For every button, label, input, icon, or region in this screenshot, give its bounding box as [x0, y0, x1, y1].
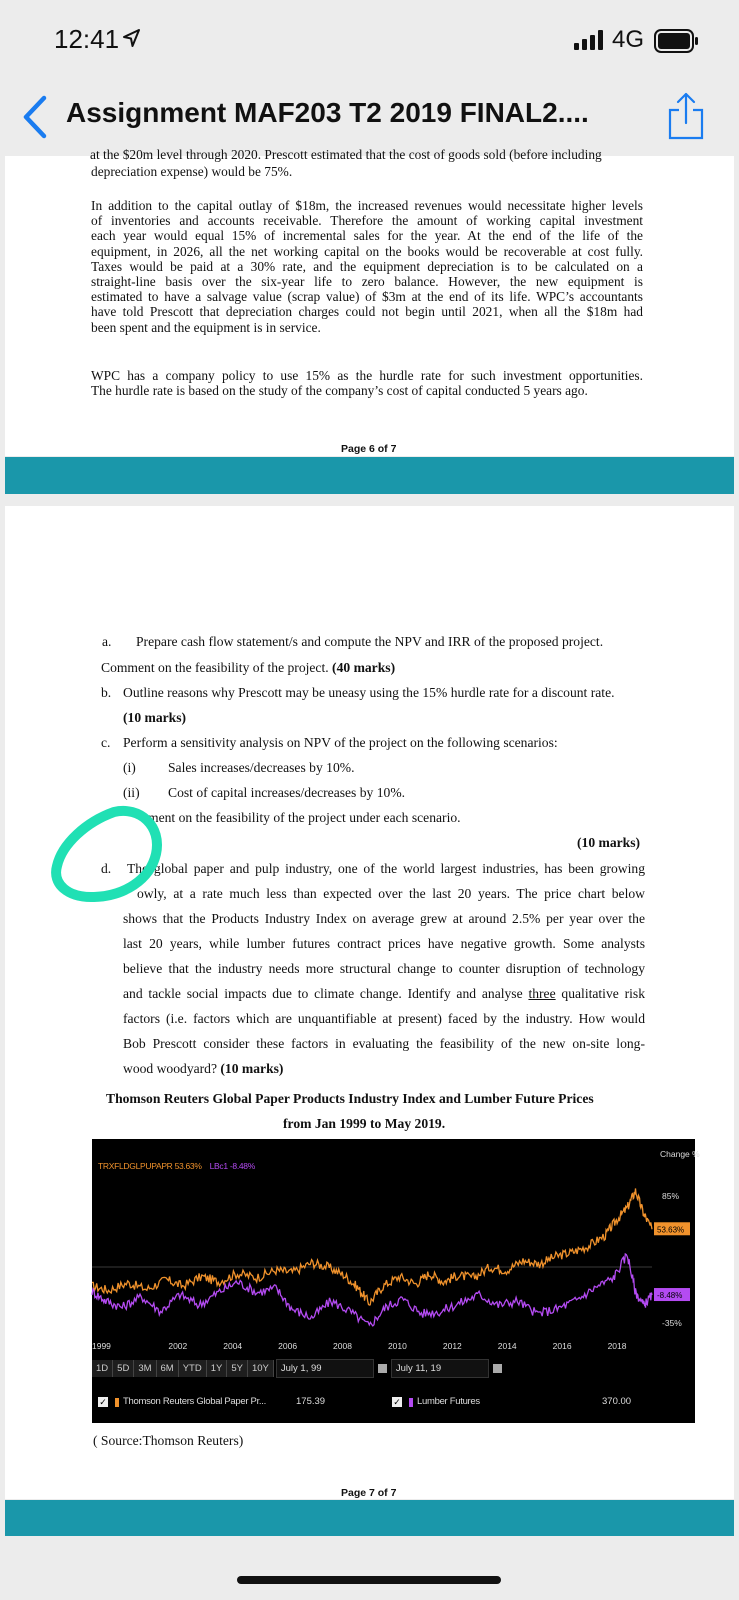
- checkbox[interactable]: ✓: [99, 1397, 107, 1407]
- question-c-line1: Perform a sensitivity analysis on NPV of the project on the following scenarios:: [123, 735, 558, 750]
- checkbox[interactable]: ✓: [393, 1397, 401, 1407]
- question-a-line2: Comment on the feasibility of the project. (40 marks): [101, 660, 396, 675]
- legend-right-value: 370.00: [602, 1396, 632, 1407]
- price-chart: [92, 1139, 700, 1423]
- paragraph-line: each year would equal 15% of incremental sales for the year. At the end of the life of the: [91, 228, 643, 244]
- question-d-line7: factors (i.e. factors which are unquantifiable at present) faced by the industry. How would: [123, 1011, 645, 1026]
- x-tick-label: 2010: [387, 1341, 407, 1351]
- date-from-field[interactable]: July 1, 99: [276, 1359, 374, 1378]
- x-tick-label: 2016: [552, 1341, 572, 1351]
- range-button-5d[interactable]: 5D: [113, 1360, 134, 1377]
- page-6-number: Page 6 of 7: [341, 443, 397, 455]
- cut-off-text-line: at the $20m level through 2020. Prescott estimated that the cost of goods sold (before including: [90, 147, 602, 162]
- document-title: Assignment MAF203 T2 2019 FINAL2....: [66, 97, 589, 128]
- page-7-number: Page 7 of 7: [341, 1487, 397, 1499]
- range-button-3m[interactable]: 3M: [134, 1360, 156, 1377]
- x-tick-label: 2014: [497, 1341, 517, 1351]
- chart-heading-line2: from Jan 1999 to May 2019.: [283, 1116, 446, 1131]
- question-c-i-label: (i): [123, 760, 136, 775]
- question-d-line4: last 20 years, while lumber futures contract prices have negative growth. Some analysts: [123, 936, 645, 951]
- x-tick-label: 2002: [168, 1341, 188, 1351]
- question-d-label: d.: [101, 861, 112, 876]
- paragraph-line: Taxes would be paid at a 30% rate, and the equipment depreciation is to be calculated on a: [91, 258, 643, 274]
- range-button-10y[interactable]: 10Y: [248, 1360, 274, 1377]
- range-button-1d[interactable]: 1D: [92, 1360, 113, 1377]
- paragraph-line: of inventories and accounts receivable. Therefore the amount of working capital investment: [91, 213, 643, 229]
- question-d-line2: owly, at a rate much less than expected over the last 20 years. The price chart below: [137, 886, 645, 901]
- status-time: 12:41: [54, 24, 120, 54]
- paragraph-line: equipment, in 2026, all the net working capital on the books would be recoverable at cost fully.: [91, 243, 643, 259]
- page-bottom-bar: [5, 1500, 734, 1536]
- y-tick-label: -35%: [662, 1318, 682, 1329]
- series-line-lbc1: [92, 1254, 652, 1326]
- chart-heading-line1: Thomson Reuters Global Paper Products Industry Index and Lumber Future Prices: [106, 1091, 594, 1106]
- question-c-i: Sales increases/decreases by 10%.: [168, 760, 355, 775]
- last-value-label: -8.48%: [657, 1291, 683, 1301]
- legend-right-name: Lumber Futures: [417, 1396, 480, 1407]
- series-color-swatch: [409, 1398, 413, 1407]
- legend-left-value: 175.39: [296, 1396, 326, 1407]
- calendar-icon[interactable]: [493, 1364, 502, 1373]
- question-a-label: a.: [102, 634, 112, 649]
- paragraph-line: straight-line basis over the six-year life to zero balance. However, the new equipment is: [91, 274, 643, 289]
- paragraph-line: The hurdle rate is based on the study of the company’s cost of capital conducted 5 years ago.: [91, 383, 588, 399]
- x-tick-label: 1999: [92, 1341, 111, 1351]
- page-separator-bar: [5, 457, 734, 494]
- range-button-ytd[interactable]: YTD: [179, 1360, 207, 1377]
- question-d-line8: Bob Prescott consider these factors in evaluating the feasibility of the new on-site long-: [123, 1036, 645, 1051]
- question-c-label: c.: [101, 735, 111, 750]
- paragraph-end: depreciation expense) would be 75%.: [91, 164, 293, 179]
- x-tick-label: 2012: [442, 1341, 462, 1351]
- question-d-line3: shows that the Products Industry Index on average grew at around 2.5% per year over the: [123, 911, 645, 926]
- highlight-circle-annotation: [48, 800, 168, 910]
- question-a-line1: Prepare cash flow statement/s and compute the NPV and IRR of the proposed project.: [136, 634, 604, 649]
- paragraph-line: WPC has a company policy to use 15% as the hurdle rate for such investment opportunities.: [91, 368, 643, 383]
- x-tick-label: 2006: [278, 1341, 298, 1351]
- paragraph-line: estimated to have a salvage value (scrap value) of $3m at the end of its life. WPC’s accountants: [91, 289, 643, 305]
- x-tick-label: 2008: [333, 1341, 352, 1351]
- y-tick-label: 85%: [662, 1191, 680, 1202]
- question-d-line9: wood woodyard? (10 marks): [123, 1061, 284, 1076]
- question-c-ii-label: (ii): [123, 785, 140, 800]
- paragraph-line: In addition to the capital outlay of $18m, the increased revenues would necessitate higher levels: [91, 198, 643, 213]
- date-to-field[interactable]: July 11, 19: [391, 1359, 489, 1378]
- signal-bars-icon: [574, 30, 608, 50]
- status-bar: [0, 0, 739, 82]
- question-b-line1: Outline reasons why Prescott may be uneasy using the 15% hurdle rate for a discount rate.: [123, 685, 615, 700]
- location-arrow-icon: [122, 28, 142, 48]
- question-d-line5: believe that the industry needs more structural change to counter disruption of technology: [123, 961, 645, 976]
- legend-left-name: Thomson Reuters Global Paper Pr...: [123, 1396, 266, 1407]
- question-c-ii: Cost of capital increases/decreases by 10%.: [168, 785, 406, 800]
- range-button-6m[interactable]: 6M: [157, 1360, 179, 1377]
- question-c-comment: ment on the feasibility of the project under each scenario.: [148, 810, 461, 825]
- share-icon[interactable]: [664, 92, 708, 140]
- legend-item: TRXFLDGLPUPAPR 53.63%: [98, 1161, 202, 1171]
- x-tick-label: 2004: [223, 1341, 243, 1351]
- x-tick-label: 2018: [607, 1341, 627, 1351]
- range-button-1y[interactable]: 1Y: [207, 1360, 228, 1377]
- last-value-label: 53.63%: [657, 1225, 685, 1235]
- price-chart-svg: [92, 1139, 700, 1423]
- back-chevron-icon[interactable]: [18, 94, 50, 140]
- series-color-swatch: [115, 1398, 119, 1407]
- y-axis-title: Change %: [660, 1149, 700, 1159]
- question-d-line1: The global paper and pulp industry, one of the world largest industries, has been growing: [127, 861, 645, 876]
- range-button-5y[interactable]: 5Y: [227, 1360, 248, 1377]
- home-indicator[interactable]: [237, 1576, 501, 1584]
- question-d-line6: and tackle social impacts due to climate change. Identify and analyse three qualitative risk: [123, 986, 645, 1001]
- network-type: 4G: [612, 26, 645, 53]
- calendar-icon[interactable]: [378, 1364, 387, 1373]
- battery-icon: [654, 29, 700, 53]
- question-b-label: b.: [101, 685, 112, 700]
- question-c-marks: (10 marks): [577, 835, 641, 850]
- paragraph-line: have told Prescott that depreciation charges could not begin until 2021, when all the $18m had: [91, 304, 643, 320]
- paragraph-line: been spent and the equipment is in service.: [91, 319, 321, 335]
- question-b-marks: (10 marks): [123, 710, 187, 725]
- legend-item: LBc1 -8.48%: [209, 1161, 255, 1171]
- chart-source: ( Source:Thomson Reuters): [93, 1433, 244, 1448]
- series-line-trxfldglpupapr: [92, 1188, 652, 1305]
